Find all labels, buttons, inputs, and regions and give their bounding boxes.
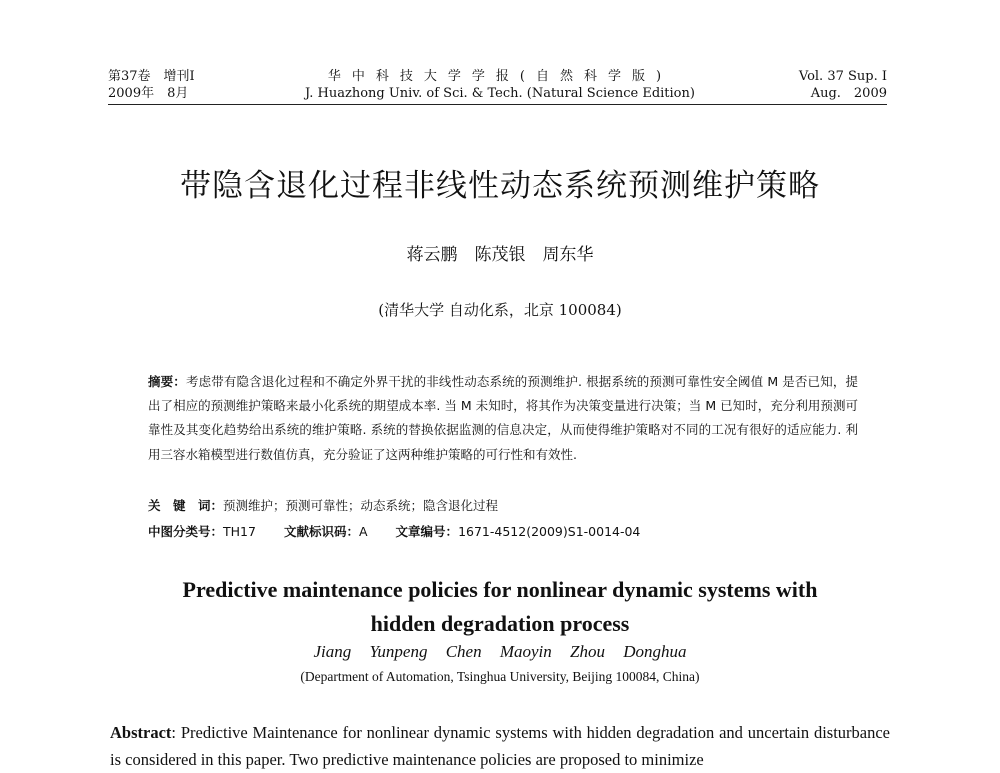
keywords-cn-text: 预测维护；预测可靠性；动态系统；隐含退化过程 [223,498,499,513]
volume-issue-en: Vol. 37 Sup. Ⅰ [798,69,887,84]
doc-code-value: A [358,524,368,539]
abstract-en-colon: : [171,723,181,742]
affiliation-en: (Department of Automation, Tsinghua University, Beijing 100084, China) [300,669,700,684]
abstract-en [110,719,890,773]
clc-value: TH17 [223,524,256,539]
article-number-label: 文章编号： [395,524,459,539]
keywords-cn-label: 关 键 词： [148,498,224,513]
abstract-cn-label: 摘要： [148,374,186,389]
affiliation-cn: (清华大学 自动化系，北京 100084) [378,301,622,319]
authors-en: Jiang Yunpeng Chen Maoyin Zhou Donghua [313,642,687,661]
abstract-cn-text: 考虑带有隐含退化过程和不确定外界干扰的非线性动态系统的预测维护. 根据系统的预测可靠性安全阈值 M 是否已知，提出了相应的预测维护策略来最小化系统的期望成本率. 当 M 未知时，将其作为决策变量进行决策；当 M 已知时，充分利用预测可靠性及其变化趋势给出系统的维护策略. 系统的替换依据监测的信息决定，从而使得维护策略对不同的工况有很好的适应能力. 利用三容水箱模型进行数值仿真，充分验证了这两种维护策略的可行性和有效性. [148,374,858,462]
abstract-en-text: Predictive Maintenance for nonlinear dynamic systems with hidden degradation and uncertain disturbance is considered in this paper. Two predictive maintenance policies are proposed to minimize [110,723,891,769]
article-number-value: 1671-4512(2009)S1-0014-04 [458,524,641,539]
authors-cn: 蒋云鹏 陈茂银 周东华 [406,245,594,265]
keywords-cn [148,496,498,514]
journal-volume-info-en [799,68,887,102]
year-month: 2009年 8月 [108,86,189,101]
doc-code-label: 文献标识码： [283,524,359,539]
paper-title-en [0,573,1000,641]
journal-name-cn: 华中科技大学学报(自然科学版) [327,69,673,84]
abstract-cn [148,370,858,467]
paper-title-cn: 带隐含退化过程非线性动态系统预测维护策略 [180,168,820,204]
classification-line [148,522,640,540]
month-year-en: Aug. 2009 [810,86,887,101]
journal-name-en: J. Huazhong Univ. of Sci. & Tech. (Natural Science Edition) [305,86,695,101]
abstract-en-label: Abstract [110,723,172,742]
volume-issue: 第37卷 增刊Ⅰ [108,69,195,84]
header-rule [108,104,887,105]
clc-label: 中图分类号： [148,524,224,539]
paper-title-en-text: Predictive maintenance policies for nonlinear dynamic systems with hidden degradation process [182,577,818,636]
